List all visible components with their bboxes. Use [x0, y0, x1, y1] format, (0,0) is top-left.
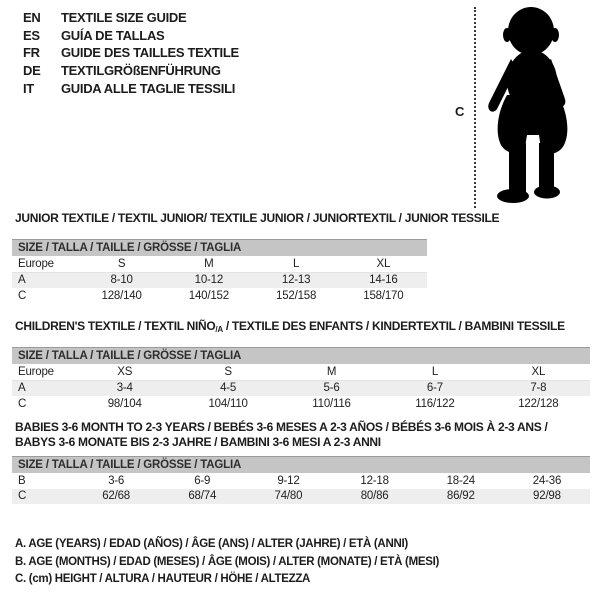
- junior-size-table: [12, 239, 427, 304]
- table-cell: XL: [376, 257, 391, 270]
- table-cell: 6-9: [194, 474, 211, 487]
- table-cell: L: [431, 365, 439, 378]
- table-cell: 104/110: [208, 397, 248, 410]
- language-row-en: [23, 9, 239, 27]
- size-header-bar: SIZE / TALLA / TAILLE / GRÖSSE / TAGLIA: [12, 347, 590, 364]
- babies-title-line2: BABYS 3-6 MONATE BIS 2-3 JAHRE / BAMBINI 3-6 MESI A 2-3 ANNI: [15, 435, 381, 449]
- table-cell: S: [117, 257, 126, 270]
- table-cell: 152/158: [276, 289, 317, 302]
- language-code: DE: [23, 63, 41, 79]
- table-cell: 3-4: [116, 382, 133, 395]
- table-cell: 86/92: [446, 490, 475, 503]
- language-code: IT: [23, 80, 34, 96]
- table-cell: C: [18, 289, 27, 302]
- table-cell: 10-12: [194, 274, 224, 287]
- table-cell: 74/80: [274, 490, 303, 503]
- babies-title-line1: BABIES 3-6 MONTH TO 2-3 YEARS / BEBÉS 3-6 MESES A 2-3 AÑOS / BÉBÉS 3-6 MOIS À 2-3 ANS /: [15, 420, 548, 434]
- language-code: EN: [23, 10, 41, 26]
- language-row-es: [23, 27, 239, 45]
- table-cell: 24-36: [532, 474, 562, 487]
- table-cell: M: [204, 257, 214, 270]
- table-cell: 92/98: [533, 490, 561, 503]
- language-code: ES: [23, 27, 40, 43]
- table-cell: 110/116: [312, 397, 351, 410]
- table-cell: 12-18: [360, 474, 389, 487]
- children-title-subscript: /A: [215, 325, 223, 334]
- children-section-title: [15, 319, 565, 334]
- table-cell: XL: [531, 365, 546, 378]
- table-cell: 4-5: [220, 382, 237, 395]
- children-title-post: / TEXTILE DES ENFANTS / KINDERTEXTIL / BAMBINI TESSILE: [222, 319, 565, 333]
- table-cell: 5-6: [323, 382, 340, 395]
- junior-section-title: JUNIOR TEXTILE / TEXTIL JUNIOR/ TEXTILE JUNIOR / JUNIORTEXTIL / JUNIOR TESSILE: [15, 211, 500, 225]
- table-cell: 158/170: [363, 289, 404, 302]
- table-cell: 80/86: [360, 490, 389, 503]
- language-code: FR: [23, 45, 40, 61]
- babies-size-table: [12, 456, 590, 504]
- table-cell: M: [326, 365, 337, 378]
- table-cell: 68/74: [188, 490, 217, 503]
- height-c-label: C: [455, 104, 465, 119]
- table-cell: 12-13: [281, 274, 311, 287]
- table-cell: 3-6: [108, 474, 125, 487]
- legend-line-a: A. AGE (YEARS) / EDAD (AÑOS) / ÂGE (ANS) / ALTER (JAHRE) / ETÀ (ANNI): [15, 538, 408, 550]
- table-row: [12, 396, 590, 412]
- table-cell: 98/104: [107, 397, 142, 410]
- language-row-it: [23, 79, 239, 97]
- table-row: [12, 381, 590, 397]
- babies-section-title: [15, 420, 547, 450]
- table-cell: L: [293, 257, 300, 270]
- size-header-bar: SIZE / TALLA / TAILLE / GRÖSSE / TAGLIA: [12, 456, 590, 473]
- table-cell: 6-7: [426, 382, 443, 395]
- table-row: [12, 288, 427, 304]
- language-label: TEXTILGRÖßENFÜHRUNG: [61, 63, 221, 79]
- table-row: [12, 473, 590, 489]
- legend: [15, 538, 439, 591]
- language-label: GUIDA ALLE TAGLIE TESSILI: [61, 80, 236, 96]
- height-dotted-line: [474, 7, 476, 208]
- table-cell: 128/140: [101, 289, 142, 302]
- table-row: [12, 364, 590, 381]
- table-cell: 7-8: [530, 382, 547, 395]
- children-size-table: [12, 347, 590, 412]
- language-label: TEXTILE SIZE GUIDE: [61, 10, 187, 26]
- table-row: [12, 273, 427, 289]
- table-row: [12, 256, 427, 273]
- table-cell: B: [18, 474, 26, 487]
- table-cell: 122/128: [518, 397, 559, 410]
- table-cell: 116/122: [415, 397, 455, 410]
- table-cell: A: [18, 382, 26, 395]
- baby-silhouette-icon: [481, 5, 596, 210]
- table-cell: XS: [117, 365, 133, 378]
- table-cell: C: [18, 397, 27, 410]
- table-row: [12, 489, 590, 505]
- size-header-bar: SIZE / TALLA / TAILLE / GRÖSSE / TAGLIA: [12, 239, 427, 256]
- language-label: GUÍA DE TALLAS: [61, 27, 165, 43]
- table-cell: C: [18, 490, 27, 503]
- table-cell: 14-16: [369, 274, 398, 287]
- language-row-de: [23, 62, 239, 80]
- language-label: GUIDE DES TAILLES TEXTILE: [61, 45, 239, 61]
- table-cell: Europe: [18, 257, 54, 270]
- children-title-pre: CHILDREN'S TEXTILE / TEXTIL NIÑO: [15, 319, 216, 333]
- table-cell: S: [224, 365, 232, 378]
- table-cell: A: [18, 274, 26, 287]
- legend-line-b: B. AGE (MONTHS) / EDAD (MESES) / ÂGE (MOIS) / ALTER (MONATE) / ETÀ (MESI): [15, 555, 440, 568]
- table-cell: 62/68: [102, 490, 130, 503]
- table-cell: 18-24: [446, 474, 475, 487]
- language-row-fr: [23, 44, 239, 62]
- table-cell: 140/152: [188, 289, 229, 302]
- table-cell: 8-10: [110, 274, 133, 287]
- table-cell: Europe: [18, 365, 54, 378]
- legend-line-c: C. (cm) HEIGHT / ALTURA / HAUTEUR / HÖHE / ALTEZZA: [15, 573, 311, 585]
- language-list: [23, 9, 239, 97]
- table-cell: 9-12: [277, 474, 300, 487]
